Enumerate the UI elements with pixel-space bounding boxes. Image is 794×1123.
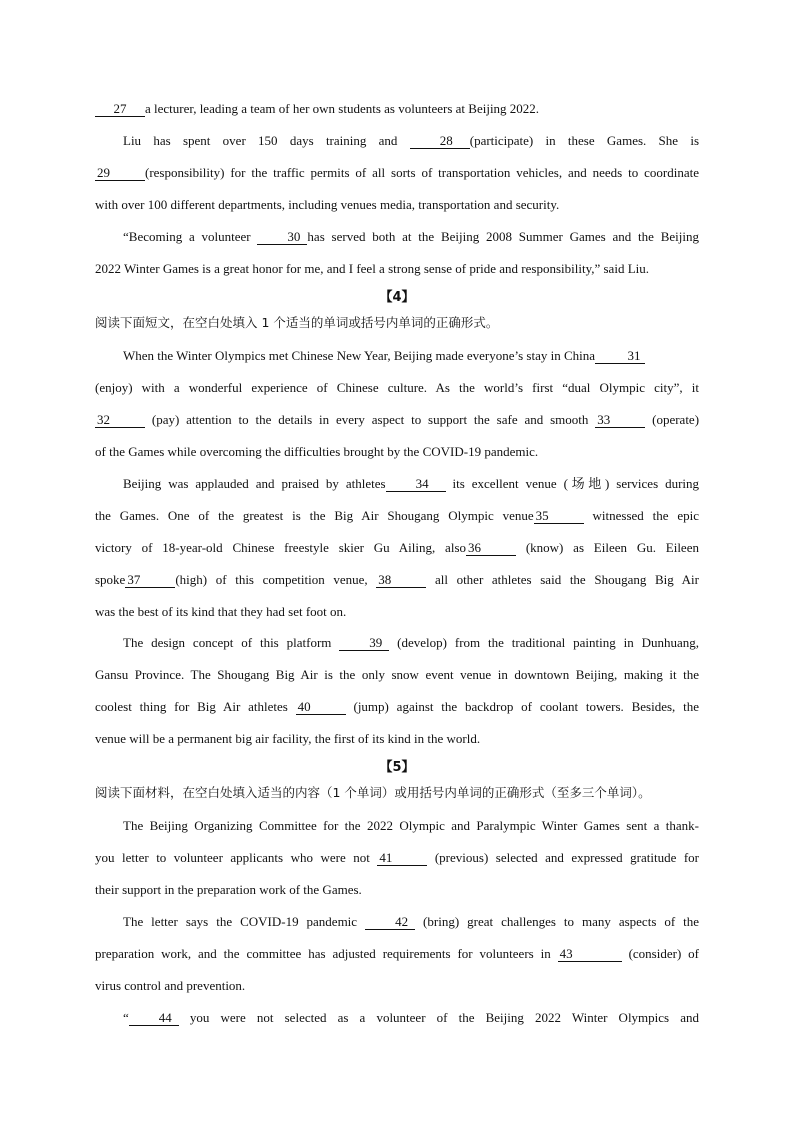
section-heading: 【5】 xyxy=(379,760,415,775)
line-text: (develop) from the traditional painting in Dunhuang, xyxy=(397,635,700,650)
line-text: the Games. One of the greatest is the Big Air Shougang Olympic venue xyxy=(95,508,534,523)
blank-27[interactable]: 27 xyxy=(95,102,145,117)
paragraph-line: virus control and prevention. xyxy=(95,978,246,993)
line-text: has served both at the Beijing 2008 Summer Games and the Beijing xyxy=(307,229,699,244)
blank-37[interactable]: 37 xyxy=(125,573,175,588)
paragraph-line: their support in the preparation work of the Games. xyxy=(95,882,362,897)
paragraph-line: The Beijing Organizing Committee for the 2022 Olympic and Paralympic Winter Games sent a thank- xyxy=(123,818,699,833)
blank-29[interactable]: 29 xyxy=(95,166,145,181)
paragraph-line xyxy=(95,410,699,430)
line-text: you were not selected as a volunteer of the Beijing 2022 Winter Olympics and xyxy=(189,1010,700,1025)
line-text: The letter says the COVID-19 pandemic xyxy=(123,914,358,929)
blank-32[interactable]: 32 xyxy=(95,413,145,428)
line-text: spoke xyxy=(95,572,126,587)
blank-42[interactable]: 42 xyxy=(365,915,415,930)
line-text: its excellent venue (场地) services during xyxy=(452,476,700,491)
line-text: (pay) attention to the details in every aspect to support the safe and smooth xyxy=(151,412,589,427)
section-heading: 【4】 xyxy=(379,290,415,305)
blank-44[interactable]: 44 xyxy=(129,1011,179,1026)
paragraph-line: (enjoy) with a wonderful experience of Chinese culture. As the world’s first “dual Olympic city”, it xyxy=(95,380,699,395)
blank-41[interactable]: 41 xyxy=(377,851,427,866)
paragraph-line xyxy=(95,346,699,366)
line-text: “ xyxy=(123,1010,129,1025)
blank-30[interactable]: 30 xyxy=(257,230,307,245)
line-text: coolest thing for Big Air athletes xyxy=(95,699,288,714)
paragraph-line xyxy=(95,474,699,494)
paragraph-line xyxy=(95,848,699,868)
line-text: Liu has spent over 150 days training and xyxy=(123,133,398,148)
paragraph-line xyxy=(95,912,699,932)
blank-43[interactable]: 43 xyxy=(558,947,622,962)
paragraph-line xyxy=(95,944,699,964)
paragraph-line xyxy=(95,99,699,119)
paragraph-line: venue will be a permanent big air facility, the first of its kind in the world. xyxy=(95,731,481,746)
paragraph-line: 2022 Winter Games is a great honor for me, and I feel a strong sense of pride and responsibility,” said Liu. xyxy=(95,261,649,276)
paragraph-line xyxy=(95,506,699,526)
paragraph-line xyxy=(95,227,699,247)
paragraph-line xyxy=(95,697,699,717)
line-text: (previous) selected and expressed gratitude for xyxy=(434,850,700,865)
blank-28[interactable]: 28 xyxy=(410,134,470,149)
paragraph-line: with over 100 different departments, including venues media, transportation and security. xyxy=(95,197,560,212)
paragraph-line: Gansu Province. The Shougang Big Air is the only snow event venue in downtown Beijing, making it the xyxy=(95,667,699,682)
line-text: (responsibility) for the traffic permits of all sorts of transportation vehicles, and needs to coordinate xyxy=(145,165,699,180)
line-text: preparation work, and the committee has adjusted requirements for volunteers in xyxy=(95,946,551,961)
line-text: witnessed the epic xyxy=(592,508,699,523)
section-instruction: 阅读下面短文，在空白处填入 1 个适当的单词或括号内单词的正确形式。 xyxy=(95,315,499,330)
blank-38[interactable]: 38 xyxy=(376,573,426,588)
line-text: you letter to volunteer applicants who were not xyxy=(95,850,370,865)
line-text: (consider) of xyxy=(628,946,700,961)
line-text: Beijing was applauded and praised by athletes xyxy=(123,476,386,491)
line-text: all other athletes said the Shougang Big Air xyxy=(434,572,699,587)
paragraph-line: of the Games while overcoming the difficulties brought by the COVID-19 pandemic. xyxy=(95,444,539,459)
line-text: a lecturer, leading a team of her own students as volunteers at Beijing 2022. xyxy=(145,101,540,116)
blank-36[interactable]: 36 xyxy=(466,541,516,556)
line-text: “Becoming a volunteer xyxy=(123,229,251,244)
section-instruction: 阅读下面材料，在空白处填入适当的内容（1 个单词）或用括号内单词的正确形式（至多三个单词）。 xyxy=(95,785,651,800)
line-text: The design concept of this platform xyxy=(123,635,332,650)
line-text: (operate) xyxy=(652,412,700,427)
paragraph-line xyxy=(95,538,699,558)
blank-33[interactable]: 33 xyxy=(595,413,645,428)
paragraph-line: was the best of its kind that they had set foot on. xyxy=(95,604,347,619)
paragraph-line xyxy=(95,1008,699,1028)
line-text: (jump) against the backdrop of coolant towers. Besides, the xyxy=(353,699,699,714)
line-text: (high) of this competition venue, xyxy=(175,572,368,587)
line-text: (know) as Eileen Gu. Eileen xyxy=(525,540,699,555)
line-text: (bring) great challenges to many aspects of the xyxy=(423,914,700,929)
paragraph-line xyxy=(95,570,699,590)
paragraph-line xyxy=(95,131,699,151)
blank-34[interactable]: 34 xyxy=(386,477,446,492)
paragraph-line xyxy=(95,633,699,653)
blank-31[interactable]: 31 xyxy=(595,349,645,364)
blank-40[interactable]: 40 xyxy=(296,700,346,715)
blank-35[interactable]: 35 xyxy=(534,509,584,524)
line-text: (participate) in these Games. She is xyxy=(469,133,700,148)
paragraph-line xyxy=(95,163,699,183)
blank-39[interactable]: 39 xyxy=(339,636,389,651)
line-text: victory of 18-year-old Chinese freestyle skier Gu Ailing, also xyxy=(95,540,466,555)
line-text: When the Winter Olympics met Chinese New Year, Beijing made everyone’s stay in China xyxy=(123,348,596,363)
